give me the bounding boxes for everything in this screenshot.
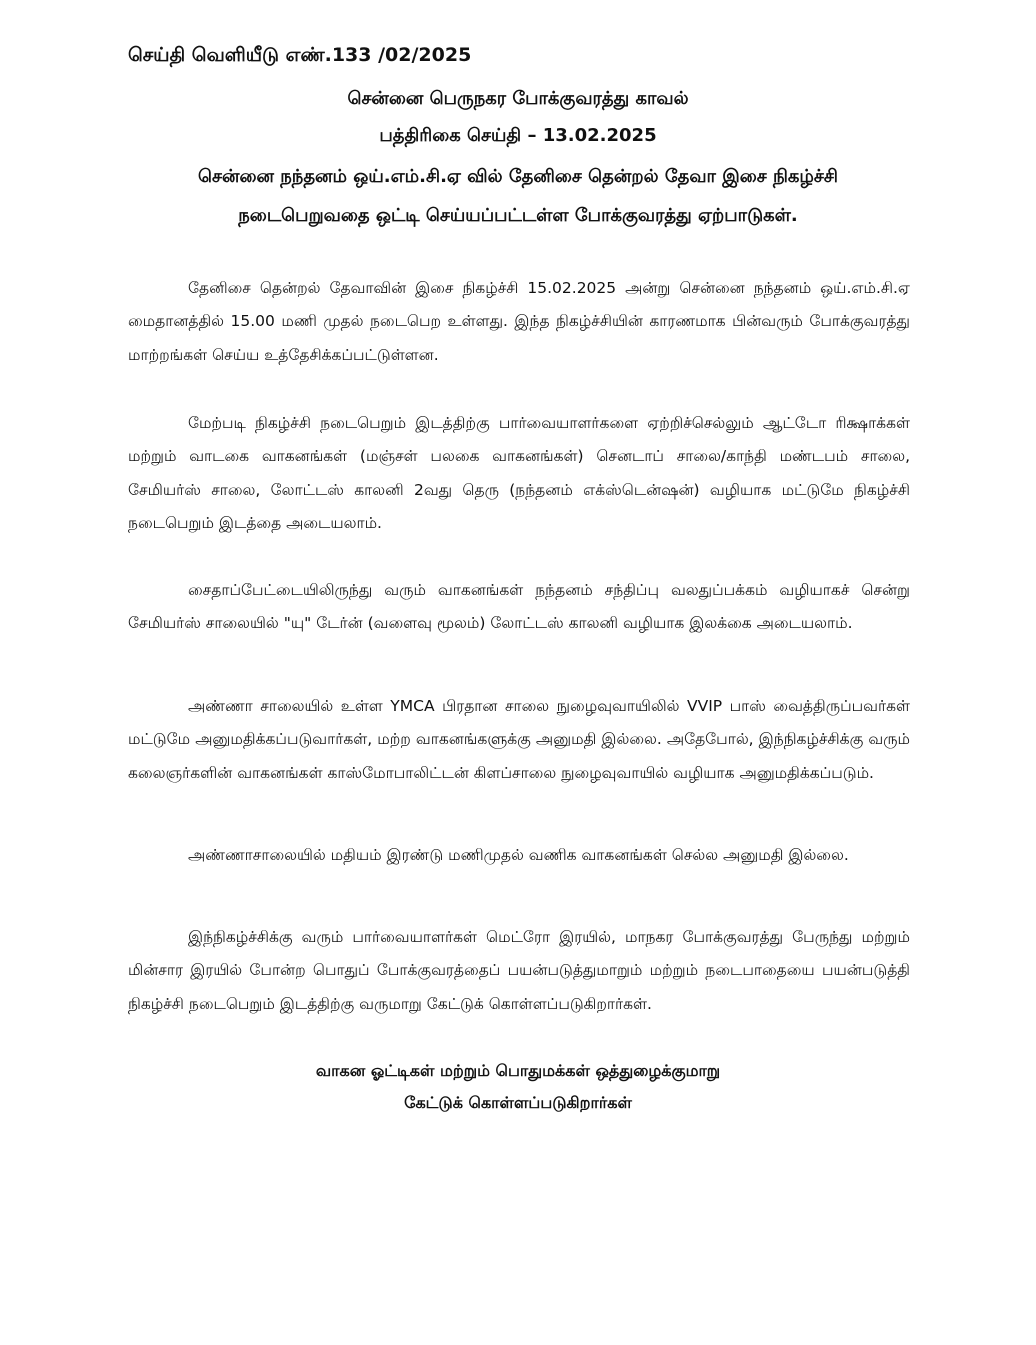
closing-line-1: வாகன ஓட்டிகள் மற்றும் பொதுமக்கள் ஒத்துழைக்குமாறு [315, 1061, 721, 1080]
paragraph-auto-taxi-route: மேற்படி நிகழ்ச்சி நடைபெறும் இடத்திற்கு பார்வையாளர்களை ஏற்றிச்செல்லும் ஆட்டோ ரிக்ஷாக்கள் மற்றும் வாடகை வாகனங்கள் (மஞ்சள் பலகை வாகனங்கள்) செனடாப் சாலை/காந்தி மண்டபம் சாலை, சேமியர்ஸ் சாலை, லோட்டஸ் காலனி 2வது தெரு (நந்தனம் எக்ஸ்டென்ஷன்) வழியாக மட்டுமே நிகழ்ச்சி நடைபெறும் இடத்தை அடையலாம். [128, 413, 910, 532]
closing-line-2: கேட்டுக் கொள்ளப்படுகிறார்கள் [404, 1093, 632, 1112]
press-note-date: பத்திரிகை செய்தி – 13.02.2025 [379, 125, 657, 146]
paragraph-public-transport: இந்நிகழ்ச்சிக்கு வரும் பார்வையாளர்கள் மெட்ரோ இரயில், மாநகர போக்குவரத்து பேருந்து மற்றும் மின்சார இரயில் போன்ற பொதுப் போக்குவரத்தைப் பயன்படுத்துமாறும் மற்றும் நடைபாதையை பயன்படுத்தி நிகழ்ச்சி நடைபெறும் இடத்திற்கு வருமாறு கேட்டுக் கொள்ளப்படுகிறார்கள். [128, 927, 910, 1013]
paragraph-event-details: தேனிசை தென்றல் தேவாவின் இசை நிகழ்ச்சி 15.02.2025 அன்று சென்னை நந்தனம் ஒய்.எம்.சி.ஏ மைதானத்தில் 15.00 மணி முதல் நடைபெற உள்ளது. இந்த நிகழ்ச்சியின் காரணமாக பின்வரும் போக்குவரத்து மாற்றங்கள் செய்ய உத்தேசிக்கப்பட்டுள்ளன. [128, 278, 910, 364]
paragraph-saidapet-route: சைதாப்பேட்டையிலிருந்து வரும் வாகனங்கள் நந்தனம் சந்திப்பு வலதுப்பக்கம் வழியாகச் சென்று சேமியர்ஸ் சாலையில் "யு" டேர்ன் (வளைவு மூலம்) லோட்டஸ் காலனி வழியாக இலக்கை அடையலாம். [128, 580, 910, 632]
paragraph-commercial-vehicles: அண்ணாசாலையில் மதியம் இரண்டு மணிமுதல் வணிக வாகனங்கள் செல்ல அனுமதி இல்லை. [188, 845, 849, 864]
subject-line-1: சென்னை நந்தனம் ஒய்.எம்.சி.ஏ வில் தேனிசை தென்றல் தேவா இசை நிகழ்ச்சி [198, 166, 838, 187]
department-title: சென்னை பெருநகர போக்குவரத்து காவல் [347, 88, 689, 109]
subject-line-2: நடைபெறுவதை ஒட்டி செய்யப்பட்டள்ள போக்குவரத்து ஏற்பாடுகள். [238, 205, 798, 226]
release-number: செய்தி வெளியீடு எண்.133 /02/2025 [128, 44, 472, 66]
paragraph-ymca-entry: அண்ணா சாலையில் உள்ள YMCA பிரதான சாலை நுழைவுவாயிலில் VVIP பாஸ் வைத்திருப்பவர்கள் மட்டுமே அனுமதிக்கப்படுவார்கள், மற்ற வாகனங்களுக்கு அனுமதி இல்லை. அதேபோல், இந்நிகழ்ச்சிக்கு வரும் கலைஞர்களின் வாகனங்கள் காஸ்மோபாலிட்டன் கிளப்சாலை நுழைவுவாயில் வழியாக அனுமதிக்கப்படும். [128, 696, 910, 782]
